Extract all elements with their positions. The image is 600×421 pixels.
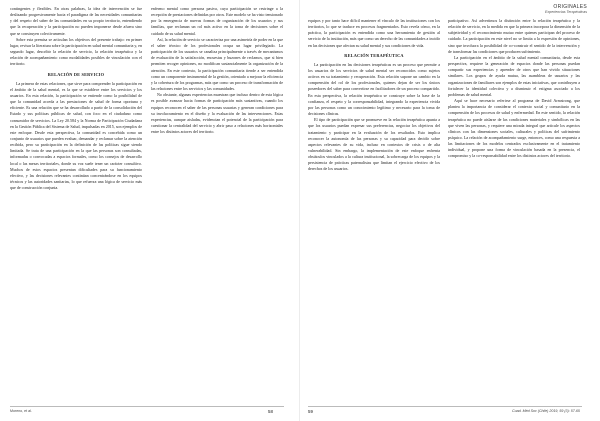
paragraph: contingentes y flexibles. En otras palabras, la idea de intervención se fue deslizando progresivamente hacia el paradigma de las necesidades comunitarias y del respeto del saber de las comunidades en su propio territorio, entendiendo que la recuperación y la participación no pueden imponerse desde afuera sino que se construyen colectivamente. [10, 6, 142, 36]
paragraph: Aquí se hace necesario referirse al programa de David Armstrong, que plantea la importancia de considerar el contexto social y comunitario en la comprensión de los procesos de salud y enfermedad. En este sentido, la relación terapéutica no puede aislarse de las condiciones materiales y simbólicas en las que viven las personas, y requiere una mirada integral que articule los aspectos clínicos con las dimensiones sociales, culturales y políticas del sufrimiento psíquico. La relación de acompañamiento surge, entonces, como una respuesta a las limitaciones de los modelos centrados exclusivamente en el tratamiento individual, y propone una forma de vinculación basada en la presencia, el compromiso y la co-responsabilidad entre los distintos actores del territorio. [448, 98, 580, 159]
paragraph: El tipo de participación que se promueve en la relación terapéutica apunta a que los usuarios puedan expresar sus preferencias, negociar los objetivos del tratamiento y participar en la evaluación de los resultados. Esto implica reconocer la autonomía de las personas y su capacidad para decidir sobre aspectos relevantes de su vida, incluso en contextos de crisis o de alta vulnerabilidad. Sin embargo, la implementación de este enfoque enfrenta obstáculos vinculados a la cultura institucional, la sobrecarga de los equipos y la persistencia de prácticas paternalistas que limitan el ejercicio efectivo de los derechos de los usuarios. [308, 117, 440, 172]
paragraph: Así, la relación de servicio se caracteriza por una asimetría de poder en la que el saber técnico de los profesionales ocupa un lugar privilegiado. La participación de los usuarios se canaliza principalmente a través de mecanismos de evaluación de la satisfacción, encuestas y buzones de reclamos, que si bien permiten recoger opiniones, no modifican sustancialmente la organización de la atención. En este contexto, la participación comunitaria tiende a ser entendida como un componente instrumental de la gestión, orientado a mejorar la eficiencia y la cobertura de los programas, más que como un proceso de transformación de las relaciones entre los servicios y las comunidades. [151, 36, 283, 92]
paragraph: enfermo mental como persona pasiva, cuya participación se restringe a la recepción de prestaciones definidas por otros. Este modelo se ha visto tensionado por la emergencia de nuevas formas de organización de los usuarios y sus familias, que reclaman un rol más activo en la toma de decisiones sobre el cuidado de su salud mental. [151, 6, 283, 36]
left-page-column-2 [151, 6, 283, 135]
paragraph: participativo. Así advertimos la distinción entre la relación terapéutica y la relación de servicio, en la medida en que la primera incorpora la dimensión de la subjetividad y el reconocimiento mutuo entre quienes participan del proceso de cuidado. La participación en este nivel no se limita a la expresión de opiniones, sino que involucra la posibilidad de co-construir el sentido de la intervención y de transformar las condiciones que producen sufrimiento. [448, 18, 580, 54]
journal-citation: Cuad. Méd Soc (Chile) 2019, 59 (3): 57-65 [512, 409, 580, 413]
paragraph: La primera de estas relaciones, que sirve para comprender la participación en el ámbito de la salud mental, es la que se establece entre los servicios y los usuarios. En esta relación, la participación se entiende como la posibilidad de que la comunidad acceda a las prestaciones de salud de forma oportuna y eficiente. Es una relación que se ha desarrollado a partir de la consolidación del Estado y sus políticas públicas de salud, con foco en el ciudadano como consumidor de servicios. La Ley 20.584 y la Norma de Participación Ciudadana en la Gestión Pública del Sistema de Salud, impulsadas en 2015, son ejemplos de este enfoque. Desde esta perspectiva, la comunidad es concebida como un conjunto de usuarios que pueden evaluar, demandar y reclamar sobre la atención recibida, pero su participación en la definición de las políticas sigue siendo limitada. Se trata de una participación en la que las personas son consultadas, informadas o convocadas a espacios formales, como los consejos de desarrollo local o las mesas territoriales, donde su voz suele tener un carácter consultivo. Muchos de estos espacios presentan dificultades para su funcionamiento efectivo, y las decisiones relevantes continúan concentrándose en los equipos técnicos y las autoridades sanitarias, lo que refuerza una lógica de servicio más que de construcción conjunta. [10, 80, 142, 191]
footer-rule [308, 406, 582, 407]
section-heading-relacion-de-servicio: RELACIÓN DE SERVICIO [47, 71, 105, 77]
running-head [545, 4, 587, 14]
running-author: Moreno, et al. [10, 409, 32, 413]
paragraph: No obstante, algunas experiencias muestran que incluso dentro de esta lógica es posible avanzar hacia formas de participación más sustantivas, cuando los equipos reconocen el saber de las personas usuarias y generan condiciones para su involucramiento en el diseño y la evaluación de las intervenciones. Estas experiencias, aunque aisladas, evidencian el potencial de la participación para cuestionar la centralidad del servicio y abrir paso a relaciones más horizontales entre los distintos actores del territorio. [151, 92, 283, 135]
paragraph: La participación en el ámbito de la salud mental comunitaria, desde esta perspectiva, requiere la generación de espacios donde las personas puedan compartir sus experiencias y aprender de otros que han vivido situaciones similares. Los grupos de ayuda mutua, las asambleas de usuarios y las organizaciones de familiares son ejemplos de estas iniciativas, que contribuyen a fortalecer la identidad colectiva y a disminuir el estigma asociado a los problemas de salud mental. [448, 54, 580, 97]
paragraph: Sobre esta premisa se articulan los objetivos del presente trabajo: en primer lugar, revisar la literatura sobre la participación en salud mental comunitaria y, en segundo lugar, describir la relación de servicio, la relación terapéutica y la relación de acompañamiento como modalidades posibles de vinculación con el territorio. [10, 36, 142, 67]
paragraph: La participación en las decisiones terapéuticas es un proceso que permite a los usuarios de los servicios de salud mental ser reconocidos como sujetos activos en su tratamiento y recuperación. Esta relación supone un cambio en la comprensión del rol de los profesionales, quienes dejan de ser los únicos poseedores del saber para convertirse en facilitadores de un proceso compartido. En esta perspectiva, la relación terapéutica se construye sobre la base de la confianza, el respeto y la corresponsabilidad, integrando la experiencia vivida por las personas como un conocimiento legítimo y necesario para la toma de decisiones clínicas. [308, 61, 440, 117]
right-page-column-2 [448, 18, 580, 160]
right-page-column-1 [308, 18, 440, 173]
right-page [300, 0, 600, 421]
paragraph: equipos y por tanto hace difícil mantener el vínculo de las instituciones con los territorios, lo que se traduce en procesos fragmentados. Esto revela cómo, en la práctica, la participación es entendida como una herramienta de gestión al servicio de la institución, más que como un derecho de las comunidades a incidir en las decisiones que afectan su salud mental y sus condiciones de vida. [308, 18, 440, 48]
section-heading-relacion-terapeutica: RELACIÓN TERAPÉUTICA [344, 52, 404, 58]
subsection-label: Experiencias Terapéuticas [544, 10, 587, 14]
page-number: 58 [268, 409, 273, 414]
page-number: 59 [308, 409, 313, 414]
footer-rule [10, 406, 284, 407]
section-label: ORIGINALES [553, 4, 587, 10]
left-page-column-1 [10, 6, 142, 191]
